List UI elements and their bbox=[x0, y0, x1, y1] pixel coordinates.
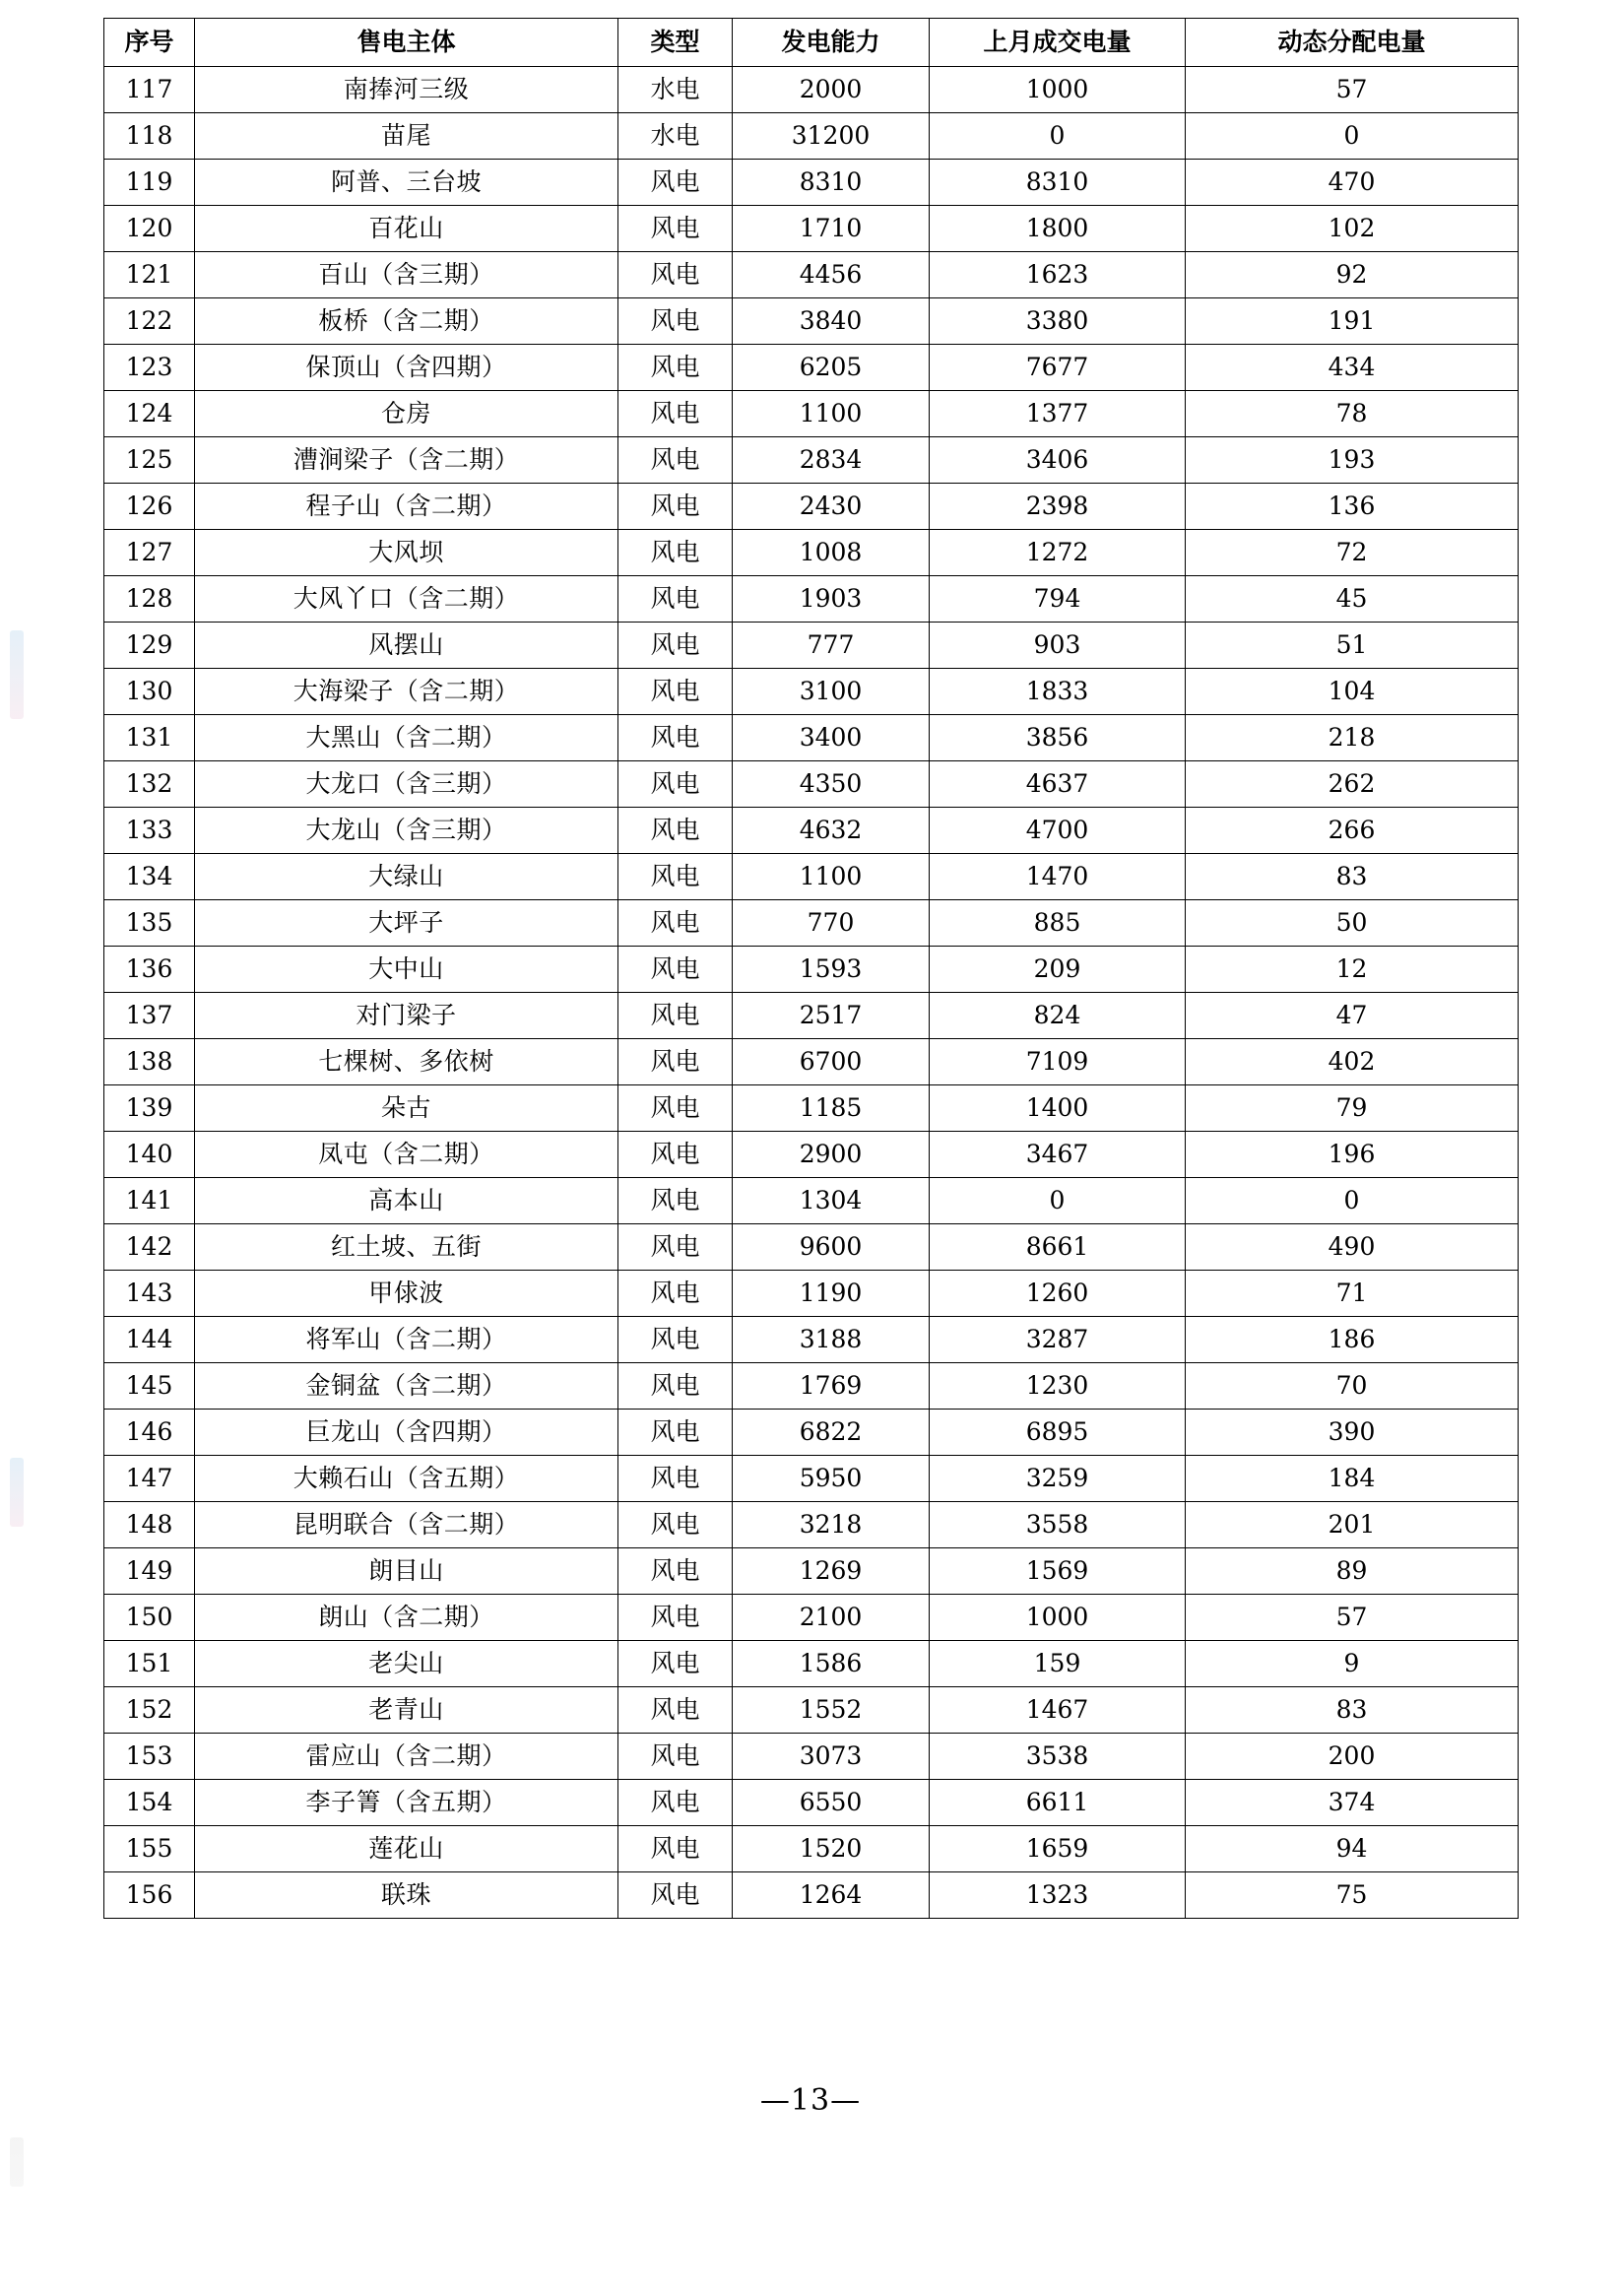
cell-entity: 大龙山（含三期） bbox=[195, 808, 618, 854]
cell-capacity: 6700 bbox=[733, 1039, 930, 1085]
cell-dynamic-allocation: 50 bbox=[1186, 900, 1519, 947]
cell-index: 145 bbox=[104, 1363, 195, 1410]
cell-type: 风电 bbox=[618, 993, 733, 1039]
cell-entity: 对门梁子 bbox=[195, 993, 618, 1039]
cell-index: 138 bbox=[104, 1039, 195, 1085]
cell-dynamic-allocation: 196 bbox=[1186, 1132, 1519, 1178]
cell-type: 风电 bbox=[618, 1224, 733, 1271]
table-row bbox=[104, 1595, 1519, 1641]
cell-dynamic-allocation: 45 bbox=[1186, 576, 1519, 623]
cell-dynamic-allocation: 470 bbox=[1186, 160, 1519, 206]
cell-entity: 程子山（含二期） bbox=[195, 484, 618, 530]
cell-dynamic-allocation: 0 bbox=[1186, 113, 1519, 160]
table-row bbox=[104, 67, 1519, 113]
cell-capacity: 2900 bbox=[733, 1132, 930, 1178]
cell-dynamic-allocation: 374 bbox=[1186, 1780, 1519, 1826]
cell-last-month: 8661 bbox=[930, 1224, 1186, 1271]
table-row bbox=[104, 993, 1519, 1039]
cell-entity: 大绿山 bbox=[195, 854, 618, 900]
cell-index: 123 bbox=[104, 345, 195, 391]
cell-last-month: 4700 bbox=[930, 808, 1186, 854]
cell-entity: 大中山 bbox=[195, 947, 618, 993]
cell-capacity: 4350 bbox=[733, 761, 930, 808]
cell-type: 水电 bbox=[618, 67, 733, 113]
cell-index: 122 bbox=[104, 298, 195, 345]
cell-type: 风电 bbox=[618, 1734, 733, 1780]
cell-index: 141 bbox=[104, 1178, 195, 1224]
table-row bbox=[104, 1641, 1519, 1687]
cell-dynamic-allocation: 266 bbox=[1186, 808, 1519, 854]
cell-last-month: 4637 bbox=[930, 761, 1186, 808]
cell-index: 149 bbox=[104, 1548, 195, 1595]
cell-capacity: 2100 bbox=[733, 1595, 930, 1641]
table-row bbox=[104, 1317, 1519, 1363]
cell-type: 风电 bbox=[618, 437, 733, 484]
cell-entity: 大黑山（含二期） bbox=[195, 715, 618, 761]
cell-entity: 大风丫口（含二期） bbox=[195, 576, 618, 623]
cell-index: 126 bbox=[104, 484, 195, 530]
cell-index: 156 bbox=[104, 1872, 195, 1919]
cell-capacity: 1552 bbox=[733, 1687, 930, 1734]
table-row bbox=[104, 345, 1519, 391]
cell-type: 风电 bbox=[618, 1085, 733, 1132]
cell-type: 风电 bbox=[618, 1456, 733, 1502]
table-row bbox=[104, 669, 1519, 715]
scan-artifact bbox=[10, 1458, 24, 1527]
cell-last-month: 1470 bbox=[930, 854, 1186, 900]
table-row bbox=[104, 113, 1519, 160]
cell-capacity: 1710 bbox=[733, 206, 930, 252]
scan-artifact bbox=[10, 2137, 24, 2187]
table-row bbox=[104, 576, 1519, 623]
cell-entity: 李子箐（含五期） bbox=[195, 1780, 618, 1826]
cell-type: 风电 bbox=[618, 252, 733, 298]
cell-type: 风电 bbox=[618, 715, 733, 761]
cell-entity: 朗山（含二期） bbox=[195, 1595, 618, 1641]
cell-type: 风电 bbox=[618, 391, 733, 437]
cell-index: 130 bbox=[104, 669, 195, 715]
cell-last-month: 3558 bbox=[930, 1502, 1186, 1548]
cell-type: 风电 bbox=[618, 761, 733, 808]
cell-last-month: 903 bbox=[930, 623, 1186, 669]
cell-index: 136 bbox=[104, 947, 195, 993]
table-row bbox=[104, 252, 1519, 298]
cell-last-month: 1000 bbox=[930, 67, 1186, 113]
cell-capacity: 3188 bbox=[733, 1317, 930, 1363]
table-row bbox=[104, 1085, 1519, 1132]
cell-type: 风电 bbox=[618, 1595, 733, 1641]
cell-dynamic-allocation: 71 bbox=[1186, 1271, 1519, 1317]
cell-type: 风电 bbox=[618, 1502, 733, 1548]
cell-dynamic-allocation: 72 bbox=[1186, 530, 1519, 576]
cell-dynamic-allocation: 9 bbox=[1186, 1641, 1519, 1687]
cell-type: 风电 bbox=[618, 1872, 733, 1919]
table-header-row bbox=[104, 19, 1519, 67]
cell-index: 137 bbox=[104, 993, 195, 1039]
cell-capacity: 1264 bbox=[733, 1872, 930, 1919]
scan-artifact bbox=[10, 630, 24, 719]
cell-capacity: 3400 bbox=[733, 715, 930, 761]
cell-type: 风电 bbox=[618, 298, 733, 345]
cell-index: 118 bbox=[104, 113, 195, 160]
cell-dynamic-allocation: 262 bbox=[1186, 761, 1519, 808]
cell-type: 风电 bbox=[618, 345, 733, 391]
cell-capacity: 3073 bbox=[733, 1734, 930, 1780]
cell-last-month: 1260 bbox=[930, 1271, 1186, 1317]
cell-last-month: 1272 bbox=[930, 530, 1186, 576]
cell-last-month: 1323 bbox=[930, 1872, 1186, 1919]
cell-index: 117 bbox=[104, 67, 195, 113]
table-row bbox=[104, 160, 1519, 206]
cell-dynamic-allocation: 51 bbox=[1186, 623, 1519, 669]
cell-capacity: 6550 bbox=[733, 1780, 930, 1826]
cell-dynamic-allocation: 78 bbox=[1186, 391, 1519, 437]
cell-entity: 大赖石山（含五期） bbox=[195, 1456, 618, 1502]
cell-dynamic-allocation: 218 bbox=[1186, 715, 1519, 761]
cell-last-month: 7109 bbox=[930, 1039, 1186, 1085]
cell-capacity: 6205 bbox=[733, 345, 930, 391]
cell-capacity: 31200 bbox=[733, 113, 930, 160]
cell-dynamic-allocation: 184 bbox=[1186, 1456, 1519, 1502]
cell-entity: 红土坡、五街 bbox=[195, 1224, 618, 1271]
cell-entity: 高本山 bbox=[195, 1178, 618, 1224]
cell-capacity: 1185 bbox=[733, 1085, 930, 1132]
cell-type: 风电 bbox=[618, 1039, 733, 1085]
cell-type: 风电 bbox=[618, 1132, 733, 1178]
cell-capacity: 3218 bbox=[733, 1502, 930, 1548]
cell-entity: 板桥（含二期） bbox=[195, 298, 618, 345]
cell-last-month: 3380 bbox=[930, 298, 1186, 345]
cell-entity: 大坪子 bbox=[195, 900, 618, 947]
table-row bbox=[104, 206, 1519, 252]
cell-type: 风电 bbox=[618, 1826, 733, 1872]
cell-last-month: 7677 bbox=[930, 345, 1186, 391]
cell-dynamic-allocation: 186 bbox=[1186, 1317, 1519, 1363]
cell-dynamic-allocation: 83 bbox=[1186, 1687, 1519, 1734]
cell-last-month: 209 bbox=[930, 947, 1186, 993]
cell-last-month: 1833 bbox=[930, 669, 1186, 715]
column-header-type: 类型 bbox=[618, 19, 733, 67]
table-row bbox=[104, 1178, 1519, 1224]
cell-last-month: 6895 bbox=[930, 1410, 1186, 1456]
cell-last-month: 1400 bbox=[930, 1085, 1186, 1132]
cell-index: 142 bbox=[104, 1224, 195, 1271]
cell-index: 127 bbox=[104, 530, 195, 576]
cell-dynamic-allocation: 434 bbox=[1186, 345, 1519, 391]
cell-type: 风电 bbox=[618, 669, 733, 715]
cell-last-month: 885 bbox=[930, 900, 1186, 947]
cell-index: 150 bbox=[104, 1595, 195, 1641]
cell-index: 144 bbox=[104, 1317, 195, 1363]
cell-capacity: 5950 bbox=[733, 1456, 930, 1502]
cell-type: 风电 bbox=[618, 1317, 733, 1363]
cell-last-month: 824 bbox=[930, 993, 1186, 1039]
cell-index: 125 bbox=[104, 437, 195, 484]
cell-type: 风电 bbox=[618, 484, 733, 530]
cell-dynamic-allocation: 94 bbox=[1186, 1826, 1519, 1872]
cell-entity: 昆明联合（含二期） bbox=[195, 1502, 618, 1548]
cell-index: 140 bbox=[104, 1132, 195, 1178]
table-row bbox=[104, 1456, 1519, 1502]
table-header bbox=[104, 19, 1519, 67]
table-row bbox=[104, 437, 1519, 484]
cell-dynamic-allocation: 89 bbox=[1186, 1548, 1519, 1595]
cell-entity: 甲俅波 bbox=[195, 1271, 618, 1317]
column-header-entity: 售电主体 bbox=[195, 19, 618, 67]
cell-last-month: 2398 bbox=[930, 484, 1186, 530]
cell-type: 风电 bbox=[618, 1363, 733, 1410]
cell-index: 124 bbox=[104, 391, 195, 437]
cell-last-month: 0 bbox=[930, 1178, 1186, 1224]
cell-capacity: 1304 bbox=[733, 1178, 930, 1224]
power-allocation-table bbox=[103, 18, 1519, 1919]
cell-last-month: 1230 bbox=[930, 1363, 1186, 1410]
cell-capacity: 770 bbox=[733, 900, 930, 947]
cell-entity: 雷应山（含二期） bbox=[195, 1734, 618, 1780]
cell-index: 128 bbox=[104, 576, 195, 623]
cell-capacity: 1190 bbox=[733, 1271, 930, 1317]
cell-entity: 风摆山 bbox=[195, 623, 618, 669]
table-row bbox=[104, 1734, 1519, 1780]
cell-entity: 将军山（含二期） bbox=[195, 1317, 618, 1363]
column-header-last-month: 上月成交电量 bbox=[930, 19, 1186, 67]
cell-capacity: 9600 bbox=[733, 1224, 930, 1271]
cell-entity: 莲花山 bbox=[195, 1826, 618, 1872]
cell-type: 风电 bbox=[618, 947, 733, 993]
cell-entity: 老尖山 bbox=[195, 1641, 618, 1687]
cell-capacity: 1100 bbox=[733, 391, 930, 437]
cell-entity: 大风坝 bbox=[195, 530, 618, 576]
cell-entity: 老青山 bbox=[195, 1687, 618, 1734]
cell-entity: 仓房 bbox=[195, 391, 618, 437]
cell-index: 154 bbox=[104, 1780, 195, 1826]
table-row bbox=[104, 1271, 1519, 1317]
cell-entity: 苗尾 bbox=[195, 113, 618, 160]
cell-type: 风电 bbox=[618, 1641, 733, 1687]
cell-dynamic-allocation: 83 bbox=[1186, 854, 1519, 900]
cell-dynamic-allocation: 70 bbox=[1186, 1363, 1519, 1410]
table-row bbox=[104, 1039, 1519, 1085]
cell-last-month: 794 bbox=[930, 576, 1186, 623]
cell-entity: 朗目山 bbox=[195, 1548, 618, 1595]
cell-dynamic-allocation: 0 bbox=[1186, 1178, 1519, 1224]
cell-capacity: 4456 bbox=[733, 252, 930, 298]
table-row bbox=[104, 484, 1519, 530]
cell-index: 133 bbox=[104, 808, 195, 854]
cell-entity: 南捧河三级 bbox=[195, 67, 618, 113]
cell-index: 134 bbox=[104, 854, 195, 900]
cell-capacity: 4632 bbox=[733, 808, 930, 854]
cell-type: 风电 bbox=[618, 1271, 733, 1317]
cell-last-month: 1800 bbox=[930, 206, 1186, 252]
cell-capacity: 2517 bbox=[733, 993, 930, 1039]
cell-capacity: 2000 bbox=[733, 67, 930, 113]
cell-capacity: 1586 bbox=[733, 1641, 930, 1687]
cell-index: 147 bbox=[104, 1456, 195, 1502]
table-row bbox=[104, 1132, 1519, 1178]
cell-dynamic-allocation: 191 bbox=[1186, 298, 1519, 345]
cell-last-month: 1467 bbox=[930, 1687, 1186, 1734]
cell-type: 风电 bbox=[618, 160, 733, 206]
table-row bbox=[104, 623, 1519, 669]
cell-dynamic-allocation: 79 bbox=[1186, 1085, 1519, 1132]
cell-index: 151 bbox=[104, 1641, 195, 1687]
cell-dynamic-allocation: 12 bbox=[1186, 947, 1519, 993]
cell-index: 132 bbox=[104, 761, 195, 808]
cell-last-month: 159 bbox=[930, 1641, 1186, 1687]
cell-last-month: 3856 bbox=[930, 715, 1186, 761]
cell-capacity: 1903 bbox=[733, 576, 930, 623]
cell-type: 风电 bbox=[618, 1178, 733, 1224]
cell-type: 水电 bbox=[618, 113, 733, 160]
cell-entity: 漕涧梁子（含二期） bbox=[195, 437, 618, 484]
table-row bbox=[104, 947, 1519, 993]
cell-last-month: 0 bbox=[930, 113, 1186, 160]
cell-dynamic-allocation: 201 bbox=[1186, 1502, 1519, 1548]
cell-capacity: 1520 bbox=[733, 1826, 930, 1872]
cell-dynamic-allocation: 136 bbox=[1186, 484, 1519, 530]
table-row bbox=[104, 1780, 1519, 1826]
cell-dynamic-allocation: 104 bbox=[1186, 669, 1519, 715]
cell-index: 139 bbox=[104, 1085, 195, 1132]
cell-capacity: 8310 bbox=[733, 160, 930, 206]
cell-dynamic-allocation: 57 bbox=[1186, 67, 1519, 113]
cell-last-month: 1000 bbox=[930, 1595, 1186, 1641]
cell-type: 风电 bbox=[618, 808, 733, 854]
table-row bbox=[104, 1410, 1519, 1456]
cell-dynamic-allocation: 57 bbox=[1186, 1595, 1519, 1641]
cell-capacity: 1008 bbox=[733, 530, 930, 576]
table-row bbox=[104, 298, 1519, 345]
table-row bbox=[104, 530, 1519, 576]
table-row bbox=[104, 1363, 1519, 1410]
column-header-index: 序号 bbox=[104, 19, 195, 67]
cell-index: 143 bbox=[104, 1271, 195, 1317]
cell-last-month: 1659 bbox=[930, 1826, 1186, 1872]
cell-last-month: 1623 bbox=[930, 252, 1186, 298]
cell-last-month: 1377 bbox=[930, 391, 1186, 437]
cell-type: 风电 bbox=[618, 623, 733, 669]
cell-dynamic-allocation: 200 bbox=[1186, 1734, 1519, 1780]
cell-capacity: 1100 bbox=[733, 854, 930, 900]
cell-dynamic-allocation: 402 bbox=[1186, 1039, 1519, 1085]
cell-type: 风电 bbox=[618, 206, 733, 252]
table-row bbox=[104, 715, 1519, 761]
cell-capacity: 777 bbox=[733, 623, 930, 669]
cell-capacity: 2430 bbox=[733, 484, 930, 530]
table-row bbox=[104, 761, 1519, 808]
cell-capacity: 3840 bbox=[733, 298, 930, 345]
cell-index: 146 bbox=[104, 1410, 195, 1456]
table-row bbox=[104, 1826, 1519, 1872]
cell-index: 153 bbox=[104, 1734, 195, 1780]
cell-last-month: 1569 bbox=[930, 1548, 1186, 1595]
cell-dynamic-allocation: 490 bbox=[1186, 1224, 1519, 1271]
cell-index: 155 bbox=[104, 1826, 195, 1872]
cell-type: 风电 bbox=[618, 1687, 733, 1734]
cell-type: 风电 bbox=[618, 900, 733, 947]
cell-last-month: 3287 bbox=[930, 1317, 1186, 1363]
cell-capacity: 1593 bbox=[733, 947, 930, 993]
cell-entity: 七棵树、多依树 bbox=[195, 1039, 618, 1085]
cell-entity: 凤屯（含二期） bbox=[195, 1132, 618, 1178]
table-row bbox=[104, 1872, 1519, 1919]
cell-entity: 大海梁子（含二期） bbox=[195, 669, 618, 715]
cell-last-month: 3538 bbox=[930, 1734, 1186, 1780]
cell-dynamic-allocation: 390 bbox=[1186, 1410, 1519, 1456]
cell-type: 风电 bbox=[618, 1780, 733, 1826]
cell-entity: 百花山 bbox=[195, 206, 618, 252]
table-body bbox=[104, 67, 1519, 1919]
cell-index: 152 bbox=[104, 1687, 195, 1734]
cell-last-month: 6611 bbox=[930, 1780, 1186, 1826]
cell-dynamic-allocation: 102 bbox=[1186, 206, 1519, 252]
cell-index: 129 bbox=[104, 623, 195, 669]
cell-capacity: 3100 bbox=[733, 669, 930, 715]
cell-entity: 保顶山（含四期） bbox=[195, 345, 618, 391]
table-row bbox=[104, 900, 1519, 947]
table-row bbox=[104, 1687, 1519, 1734]
page-number: —13— bbox=[759, 2083, 862, 2118]
table-row bbox=[104, 1224, 1519, 1271]
cell-type: 风电 bbox=[618, 1548, 733, 1595]
cell-index: 119 bbox=[104, 160, 195, 206]
cell-last-month: 3467 bbox=[930, 1132, 1186, 1178]
table-row bbox=[104, 1548, 1519, 1595]
cell-capacity: 1269 bbox=[733, 1548, 930, 1595]
cell-entity: 朵古 bbox=[195, 1085, 618, 1132]
cell-type: 风电 bbox=[618, 530, 733, 576]
cell-last-month: 3259 bbox=[930, 1456, 1186, 1502]
cell-index: 148 bbox=[104, 1502, 195, 1548]
cell-type: 风电 bbox=[618, 576, 733, 623]
cell-last-month: 3406 bbox=[930, 437, 1186, 484]
cell-type: 风电 bbox=[618, 1410, 733, 1456]
cell-capacity: 2834 bbox=[733, 437, 930, 484]
cell-entity: 百山（含三期） bbox=[195, 252, 618, 298]
cell-capacity: 6822 bbox=[733, 1410, 930, 1456]
cell-entity: 联珠 bbox=[195, 1872, 618, 1919]
table-row bbox=[104, 391, 1519, 437]
table-row bbox=[104, 808, 1519, 854]
table-row bbox=[104, 854, 1519, 900]
table-row bbox=[104, 1502, 1519, 1548]
cell-index: 131 bbox=[104, 715, 195, 761]
cell-dynamic-allocation: 47 bbox=[1186, 993, 1519, 1039]
cell-dynamic-allocation: 92 bbox=[1186, 252, 1519, 298]
cell-dynamic-allocation: 75 bbox=[1186, 1872, 1519, 1919]
cell-index: 135 bbox=[104, 900, 195, 947]
column-header-capacity: 发电能力 bbox=[733, 19, 930, 67]
cell-capacity: 1769 bbox=[733, 1363, 930, 1410]
cell-index: 121 bbox=[104, 252, 195, 298]
cell-entity: 金铜盆（含二期） bbox=[195, 1363, 618, 1410]
cell-entity: 大龙口（含三期） bbox=[195, 761, 618, 808]
cell-dynamic-allocation: 193 bbox=[1186, 437, 1519, 484]
cell-entity: 阿普、三台坡 bbox=[195, 160, 618, 206]
cell-entity: 巨龙山（含四期） bbox=[195, 1410, 618, 1456]
column-header-dynamic-allocation: 动态分配电量 bbox=[1186, 19, 1519, 67]
cell-last-month: 8310 bbox=[930, 160, 1186, 206]
cell-index: 120 bbox=[104, 206, 195, 252]
cell-type: 风电 bbox=[618, 854, 733, 900]
